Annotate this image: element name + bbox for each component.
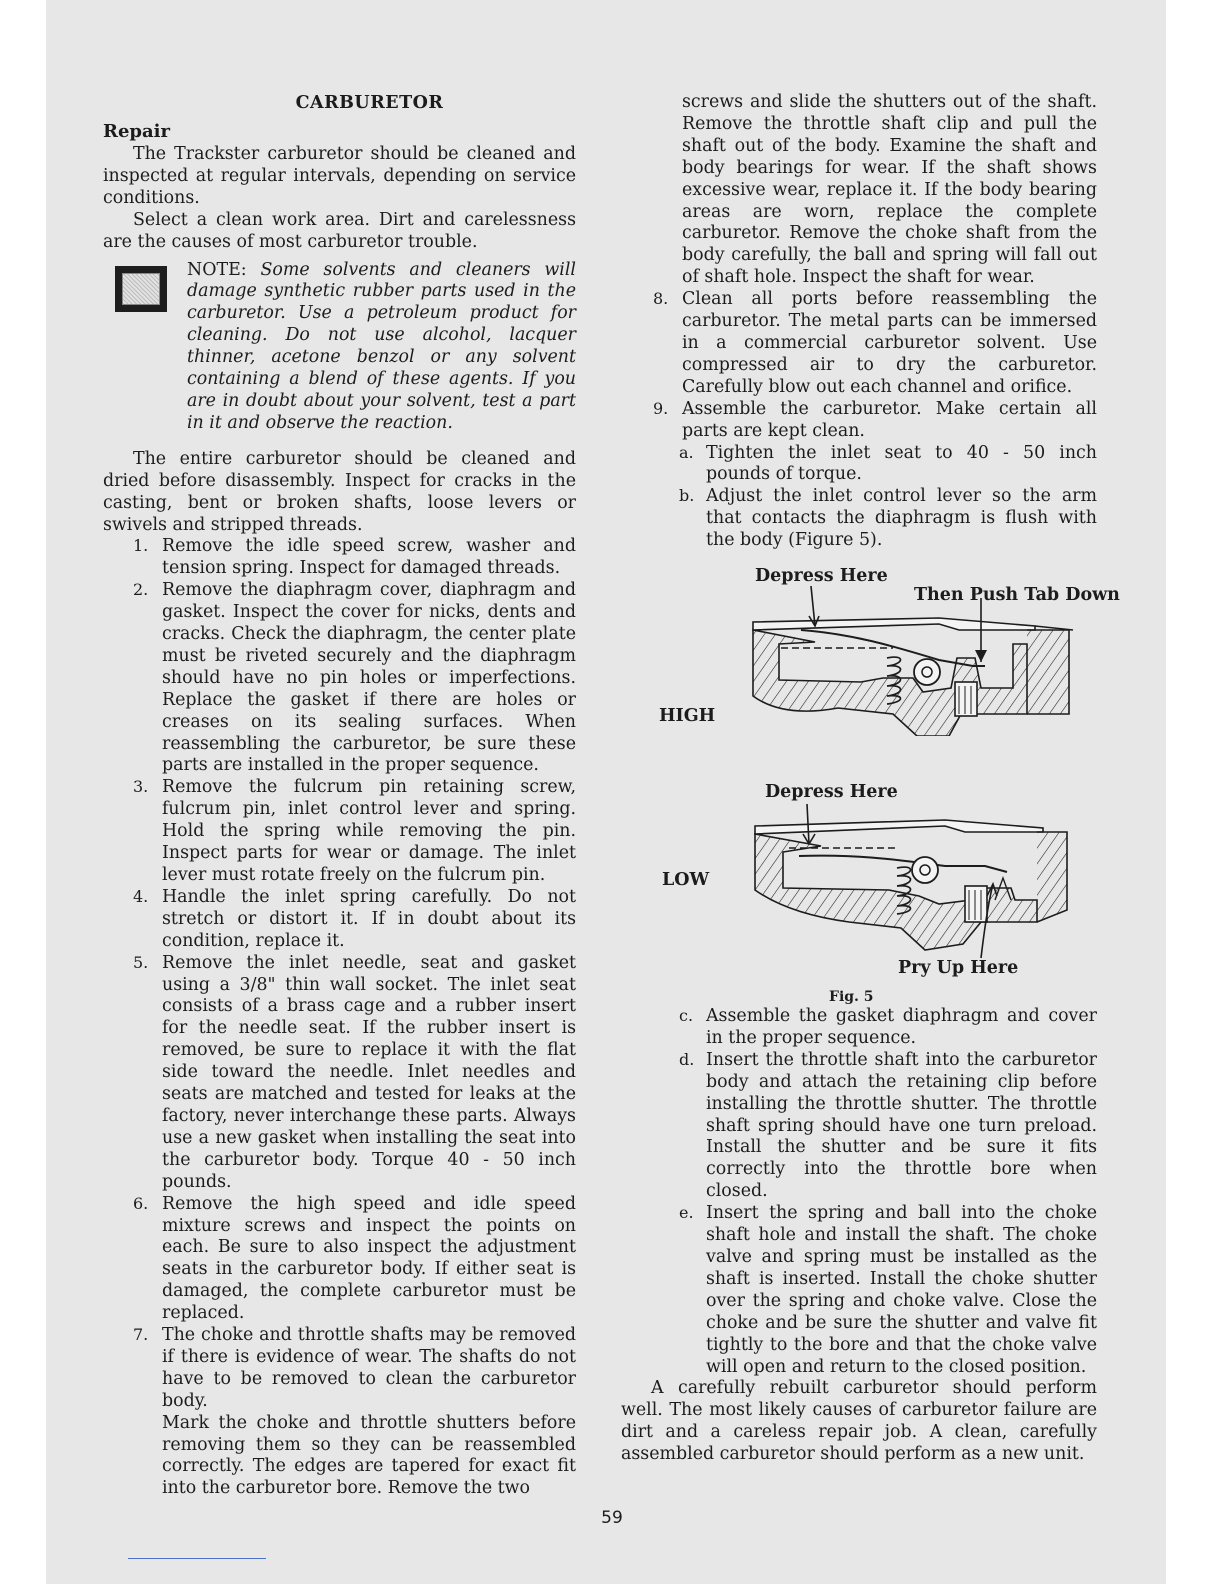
step-text: Adjust the inlet control lever so the arm that contacts the diaphragm is flush with the body (Figure 5). — [706, 486, 1097, 551]
step-number: 7. — [133, 1325, 149, 1345]
step-number: 5. — [133, 952, 149, 972]
step-letter: d. — [679, 1049, 695, 1069]
figure-caption: Fig. 5 — [829, 989, 874, 1006]
section-heading: Repair — [103, 121, 170, 142]
step-letter: b. — [679, 486, 695, 506]
list-item — [621, 289, 1097, 399]
link-underline — [128, 1558, 266, 1559]
list-item — [103, 1325, 576, 1413]
step-text: Remove the fulcrum pin retaining screw, fulcrum pin, inlet control lever and spring. Hold the spring while removing the pin. Inspect parts for wear or damage. The inlet lever must rotate freely on the fulcrum pin. — [162, 777, 576, 885]
list-item — [103, 536, 576, 580]
note-body: Some solvents and cleaners will damage synthetic rubber parts used in the carburetor. Use a petroleum product for cleaning. Do not use alcohol, lacquer thinner, acetone benzol or any solvent containing a blend of these agents. If you are in doubt about your solvent, test a part in it and observe the reaction. — [187, 259, 576, 433]
figure-5 — [621, 558, 1120, 1006]
step-letter: e. — [679, 1203, 694, 1223]
intro-paragraph: Select a clean work area. Dirt and carelessness are the causes of most carburetor trouble. — [103, 209, 576, 252]
step-number: 9. — [653, 398, 669, 418]
step-text: screws and slide the shutters out of the shaft. Remove the throttle shaft clip and pull the shaft out of the body. Examine the shaft and body bearings for wear. If the shaft shows excessive wear, replace it. If the body bearing areas are worn, replace the complete carburetor. Remove the choke shaft from the body carefully, the ball and spring will fall out of shaft hole. Inspect the shaft for wear. — [682, 92, 1097, 288]
list-item — [103, 580, 576, 777]
sub-list-item — [621, 443, 1097, 487]
step-text: Handle the inlet spring carefully. Do not stretch or distort it. If in doubt about its condition, replace it. — [162, 886, 576, 951]
label-high: HIGH — [659, 706, 716, 727]
label-push-tab-down: Then Push Tab Down — [914, 585, 1120, 606]
label-pry-up-here: Pry Up Here — [898, 958, 1019, 979]
diagram-high-setting — [743, 586, 1079, 736]
step-text: Remove the inlet needle, seat and gasket using a 3/8" thin wall socket. The inlet seat consists of a brass cage and a rubber insert for the needle seat. If the rubber insert is removed, be sure to replace it with the flat side toward the needle. Inlet needles and seats are matched and tested for leaks at the factory, never interchange these parts. Always use a new gasket when installing the seat into the carburetor body. Torque 40 - 50 inch pounds. — [162, 952, 576, 1192]
intro-paragraph: The entire carburetor should be cleaned and dried before disassembly. Inspect for cracks in the casting, bent or broken shafts, loose levers or swivels and stripped threads. — [103, 448, 576, 535]
note-box — [103, 260, 576, 435]
label-low: LOW — [662, 870, 710, 891]
diagram-low-setting — [749, 804, 1079, 964]
page-number: 59 — [601, 1508, 623, 1528]
right-column — [621, 92, 1120, 1466]
step-number: 1. — [133, 536, 149, 556]
sub-list-item — [621, 1203, 1097, 1378]
step-number: 8. — [653, 289, 669, 309]
note-text — [187, 260, 576, 435]
step-letter: c. — [679, 1006, 694, 1026]
label-depress-here-high: Depress Here — [755, 566, 888, 587]
note-label: NOTE: — [187, 259, 247, 280]
list-item — [103, 953, 576, 1194]
list-item-continued — [103, 1413, 576, 1501]
step-text: Tighten the inlet seat to 40 - 50 inch pounds of torque. — [706, 442, 1097, 485]
left-column — [103, 92, 576, 1500]
list-item — [103, 777, 576, 887]
step-letter: a. — [679, 442, 694, 462]
step-text: Assemble the gasket diaphragm and cover in the proper sequence. — [706, 1006, 1097, 1048]
list-item-continued — [621, 92, 1097, 289]
step-text: The choke and throttle shafts may be removed if there is evidence of wear. The shafts do not have to be removed to clean the carburetor body. — [162, 1325, 576, 1411]
step-number: 4. — [133, 886, 149, 906]
step-text: Remove the high speed and idle speed mixture screws and inspect the points on each. Be sure to also inspect the adjustment seats in the carburetor body. If either seat is damaged, the complete carburetor must be replaced. — [162, 1193, 576, 1324]
step-number: 6. — [133, 1193, 149, 1213]
closing-paragraph: A carefully rebuilt carburetor should perform well. The most likely causes of carburetor failure are dirt and a careless repair job. A clean, carefully assembled carburetor should perform as a new unit. — [621, 1378, 1097, 1465]
page-title: CARBURETOR — [295, 93, 444, 113]
list-item — [103, 1194, 576, 1325]
sub-list-item — [621, 486, 1097, 552]
sub-list-item — [621, 1050, 1097, 1203]
sub-list-item — [621, 1006, 1097, 1050]
step-number: 2. — [133, 580, 149, 600]
note-icon — [115, 266, 167, 312]
step-text: Remove the diaphragm cover, diaphragm and gasket. Inspect the cover for nicks, dents and cracks. Check the diaphragm, the center plate must be riveted securely and the diaphragm should have no pin holes or imperfections. Replace the gasket if there are holes or creases on its sealing surfaces. When reassembling the carburetor, be sure these parts are installed in the proper sequence. — [162, 580, 576, 776]
intro-paragraph: The Trackster carburetor should be cleaned and inspected at regular intervals, depending on service conditions. — [103, 144, 576, 208]
label-depress-here-low: Depress Here — [765, 782, 898, 803]
step-text: Insert the throttle shaft into the carburetor body and attach the retaining clip before installing the throttle shutter. The throttle shaft spring should have one turn preload. Install the shutter and be sure it fits correctly into the throttle bore when closed. — [706, 1049, 1097, 1202]
list-item — [103, 887, 576, 953]
step-text: Assemble the carburetor. Make certain all parts are kept clean. — [682, 398, 1097, 441]
list-item — [621, 399, 1097, 443]
step-number: 3. — [133, 777, 149, 797]
step-text: Clean all ports before reassembling the carburetor. The metal parts can be immersed in a commercial carburetor solvent. Use compressed air to dry the carburetor. Carefully blow out each channel and orifice. — [682, 289, 1097, 397]
step-text: Remove the idle speed screw, washer and tension spring. Inspect for damaged threads. — [162, 536, 576, 579]
step-text: Mark the choke and throttle shutters before removing them so they can be reassembled correctly. The edges are tapered for exact fit into the carburetor bore. Remove the two — [162, 1412, 576, 1499]
step-text: Insert the spring and ball into the choke shaft hole and install the shaft. The choke valve and spring must be installed as the shaft is inserted. Install the choke shutter over the spring and choke valve. Close the choke and be sure the shutter and valve fit tightly to the bore and that the choke valve will open and return to the closed position. — [706, 1203, 1097, 1377]
